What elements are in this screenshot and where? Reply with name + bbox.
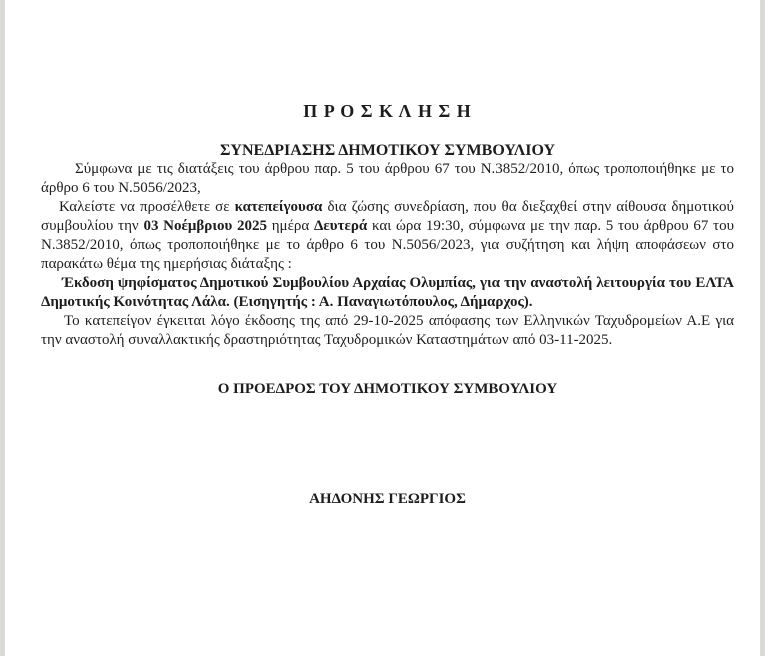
meeting-date: 03 Νοέμβριου 2025 <box>143 218 267 234</box>
paragraph-agenda-item: Έκδοση ψηφίσματος Δημοτικού Συμβουλίου Αρχαίας Ολυμπίας, για την αναστολή λειτουργία του ΕΛΤΑ Δημοτικής Κοινότητας Λάλα. (Εισηγητής : Α. Παναγιωτόπουλος, Δήμαρχος). <box>41 275 734 310</box>
urgent-keyword: κατεπείγουσα <box>234 199 323 215</box>
page-right-edge <box>760 0 765 656</box>
document-title: Π Ρ Ο Σ Κ Λ Η Σ Η <box>303 101 472 121</box>
meeting-call-text-4: και ώρα 19:30, σύμφωνα με την παρ. 5 του άρθρου 67 του Ν.3852/2010, όπως τροποποιήθηκε με το άρθρο 6 του Ν.5056/2023, για συζήτηση και λήψη αποφάσεων στο παρακάτω θέμα της ημερήσιας διάταξης : <box>41 218 734 272</box>
paragraph-legal-basis: Σύμφωνα με τις διατάξεις του άρθρου παρ. 5 του άρθρου 67 του Ν.3852/2010, όπως τροποποιήθηκε με το άρθρο 6 του Ν.5056/2023, <box>41 161 734 196</box>
page-left-edge <box>0 0 5 656</box>
meeting-call-text-1: Καλείστε να προσέλθετε σε <box>59 199 235 215</box>
meeting-day: Δευτερά <box>313 218 368 234</box>
paragraph-urgency-justification: Το κατεπείγον έγκειται λόγο έκδοσης της από 29-10-2025 απόφασης των Ελληνικών Ταχυδρομείων Α.Ε για την αναστολή συναλλακτικής δραστηριότητας Ταχυδρομικών Καταστημάτων από 03-11-2025. <box>41 313 734 348</box>
document-content <box>41 0 734 508</box>
document-subtitle: ΣΥΝΕΔΡΙΑΣΗΣ ΔΗΜΟΤΙΚΟΥ ΣΥΜΒΟΥΛΙΟΥ <box>219 142 556 159</box>
president-title-line: Ο ΠΡΟΕΔΡΟΣ ΤΟΥ ΔΗΜΟΤΙΚΟΥ ΣΥΜΒΟΥΛΙΟΥ <box>217 381 558 397</box>
meeting-call-text-2: δια ζώσης συνεδρίαση, που θα διεξαχθεί στην αίθουσα δημοτικού συμβουλίου την <box>41 199 734 234</box>
signature-name: ΑΗΔΟΝΗΣ ΓΕΩΡΓΙΟΣ <box>309 491 466 507</box>
paragraph-meeting-call <box>41 198 734 274</box>
meeting-call-text-3: ημέρα <box>266 218 314 234</box>
